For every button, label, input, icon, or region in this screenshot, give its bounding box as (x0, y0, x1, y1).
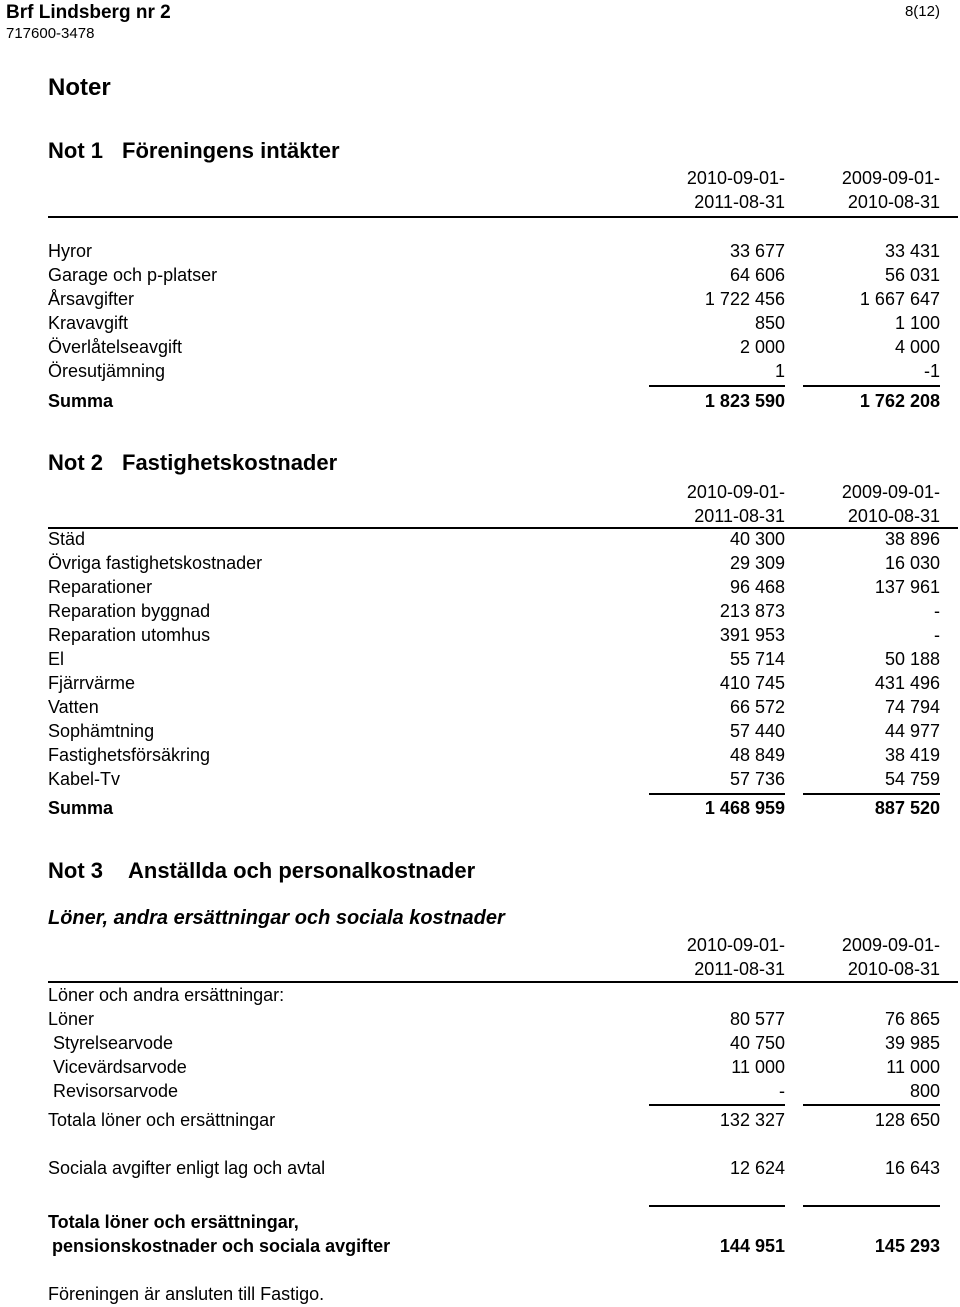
note1-col-previous-header: 2009-09-01- 2010-08-31 (841, 168, 940, 212)
note3-grand-total-label-line1: Totala löner och ersättningar, (48, 1212, 299, 1232)
table-row: Löner 80 577 76 865 (48, 1009, 940, 1029)
table-row: Hyror 33 677 33 431 (48, 241, 940, 261)
footer-note: Föreningen är ansluten till Fastigo. (48, 1284, 325, 1304)
note3-number: Not 3 (48, 858, 103, 883)
note1-number: Not 1 (48, 138, 103, 163)
note3-title: Anställda och personalkostnader (128, 858, 476, 883)
note2-total-row: Summa 1 468 959 887 520 (48, 798, 940, 818)
table-row: Sophämtning 57 440 44 977 (48, 721, 940, 741)
note2-col-previous-header: 2009-09-01- 2010-08-31 (841, 482, 940, 526)
table-row: Kravavgift 850 1 100 (48, 313, 940, 333)
table-row: Fjärrvärme 410 745 431 496 (48, 673, 940, 693)
table-row: Övriga fastighetskostnader 29 309 16 030 (48, 553, 940, 573)
note2-col-current-header: 2010-09-01- 2011-08-31 (686, 482, 785, 526)
note3-subtitle: Löner, andra ersättningar och sociala kostnader (48, 907, 505, 929)
table-row: Reparationer 96 468 137 961 (48, 577, 940, 597)
note2-title: Fastighetskostnader (122, 450, 338, 475)
table-row: Reparation byggnad 213 873 - (48, 601, 940, 621)
note3-subtotal-rule-previous (803, 1104, 940, 1106)
table-row: Vicevärdsarvode 11 000 11 000 (53, 1057, 940, 1077)
page-number: 8(12) (904, 3, 940, 20)
table-row: Öresutjämning 1 -1 (48, 361, 940, 381)
table-row: Årsavgifter 1 722 456 1 667 647 (48, 289, 940, 309)
note3-col-current-header: 2010-09-01- 2011-08-31 (686, 935, 785, 979)
note2-number: Not 2 (48, 450, 103, 475)
organization-name: Brf Lindsberg nr 2 (6, 2, 171, 23)
note1-sum-rule-current (649, 385, 785, 387)
table-row: Styrelsearvode 40 750 39 985 (53, 1033, 940, 1053)
table-row: El 55 714 50 188 (48, 649, 940, 669)
note1-title: Föreningens intäkter (122, 138, 340, 163)
table-row: Fastighetsförsäkring 48 849 38 419 (48, 745, 940, 765)
table-row: Kabel-Tv 57 736 54 759 (48, 769, 940, 789)
note3-grand-total-row: pensionskostnader och sociala avgifter 144 951 145 293 (52, 1236, 940, 1256)
note2-sum-rule-previous (803, 793, 940, 795)
note1-sum-rule-previous (803, 385, 940, 387)
note3-col-previous-header: 2009-09-01- 2010-08-31 (841, 935, 940, 979)
note1-header-rule (48, 216, 958, 218)
note3-total-rule-current (649, 1205, 785, 1207)
table-row: Reparation utomhus 391 953 - (48, 625, 940, 645)
note3-total-rule-previous (803, 1205, 940, 1207)
note1-total-row: Summa 1 823 590 1 762 208 (48, 391, 940, 411)
note1-col-current-header: 2010-09-01- 2011-08-31 (686, 168, 785, 212)
note3-subtotal-row: Totala löner och ersättningar 132 327 128 650 (48, 1110, 940, 1130)
note3-group-label: Löner och andra ersättningar: (48, 985, 285, 1005)
table-row: Revisorsarvode - 800 (53, 1081, 940, 1101)
table-row: Överlåtelseavgift 2 000 4 000 (48, 337, 940, 357)
section-title: Noter (48, 74, 111, 101)
organization-number: 717600-3478 (6, 25, 95, 42)
note2-sum-rule-current (649, 793, 785, 795)
note3-social-row: Sociala avgifter enligt lag och avtal 12 624 16 643 (48, 1158, 940, 1178)
table-row: Städ 40 300 38 896 (48, 529, 940, 549)
note3-subtotal-rule-current (649, 1104, 785, 1106)
table-row: Garage och p-platser 64 606 56 031 (48, 265, 940, 285)
table-row: Vatten 66 572 74 794 (48, 697, 940, 717)
